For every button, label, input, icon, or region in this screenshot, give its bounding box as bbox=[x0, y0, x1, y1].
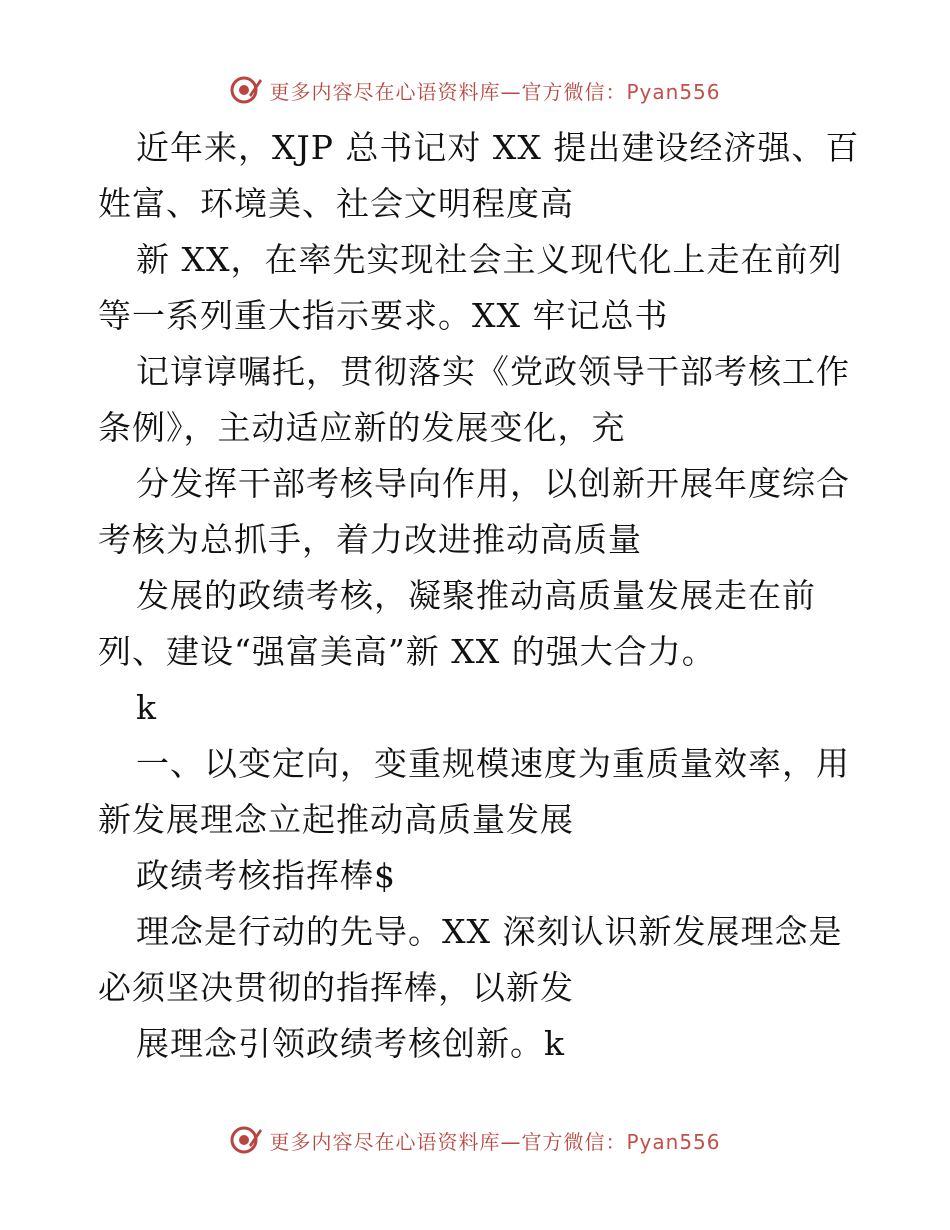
paragraph-line: 理念是行动的先导。XX 深刻认识新发展理念是 bbox=[136, 912, 843, 951]
header-banner-text bbox=[269, 76, 720, 105]
paragraph-line: 等一系列重大指示要求。XX 牢记总书 bbox=[98, 296, 669, 335]
paragraph-line: 近年来，XJP 总书记对 XX 提出建设经济强、百 bbox=[136, 128, 860, 167]
footer-banner-label: 更多内容尽在心语资料库—官方微信： bbox=[269, 1129, 627, 1154]
section-heading-line: 政绩考核指挥棒$ bbox=[136, 856, 396, 895]
paragraph-line: 姓富、环境美、社会文明程度高 bbox=[98, 184, 574, 223]
pen-circle-logo-icon bbox=[229, 1123, 263, 1157]
header-wechat-id: Pyan556 bbox=[626, 79, 721, 104]
paragraph-line: 记谆谆嘱托，贯彻落实《党政领导干部考核工作 bbox=[136, 352, 850, 391]
paragraph-line: 发展的政绩考核，凝聚推动高质量发展走在前 bbox=[136, 576, 816, 615]
paragraph-line: 列、建设“强富美高”新 XX 的强大合力。 bbox=[98, 632, 716, 671]
footer-wechat-id: Pyan556 bbox=[626, 1129, 721, 1154]
paragraph-line: k bbox=[136, 688, 157, 727]
document-body bbox=[98, 120, 858, 1072]
paragraph-line: 必须坚决贯彻的指挥棒，以新发 bbox=[98, 968, 574, 1007]
paragraph-line: 分发挥干部考核导向作用，以创新开展年度综合 bbox=[136, 464, 850, 503]
footer-banner-text bbox=[269, 1126, 720, 1155]
paragraph-line: 展理念引领政绩考核创新。k bbox=[136, 1024, 565, 1063]
footer-banner bbox=[0, 1120, 950, 1160]
section-heading-line: 新发展理念立起推动高质量发展 bbox=[98, 800, 574, 839]
pen-circle-logo-icon bbox=[229, 73, 263, 107]
paragraph-line: 条例》，主动适应新的发展变化，充 bbox=[98, 408, 626, 447]
paragraph-line: 考核为总抓手，着力改进推动高质量 bbox=[98, 520, 642, 559]
header-banner-label: 更多内容尽在心语资料库—官方微信： bbox=[269, 79, 627, 104]
section-heading-line: 一、以变定向，变重规模速度为重质量效率，用 bbox=[136, 744, 850, 783]
paragraph-line: 新 XX，在率先实现社会主义现代化上走在前列 bbox=[136, 240, 843, 279]
header-banner bbox=[0, 70, 950, 110]
